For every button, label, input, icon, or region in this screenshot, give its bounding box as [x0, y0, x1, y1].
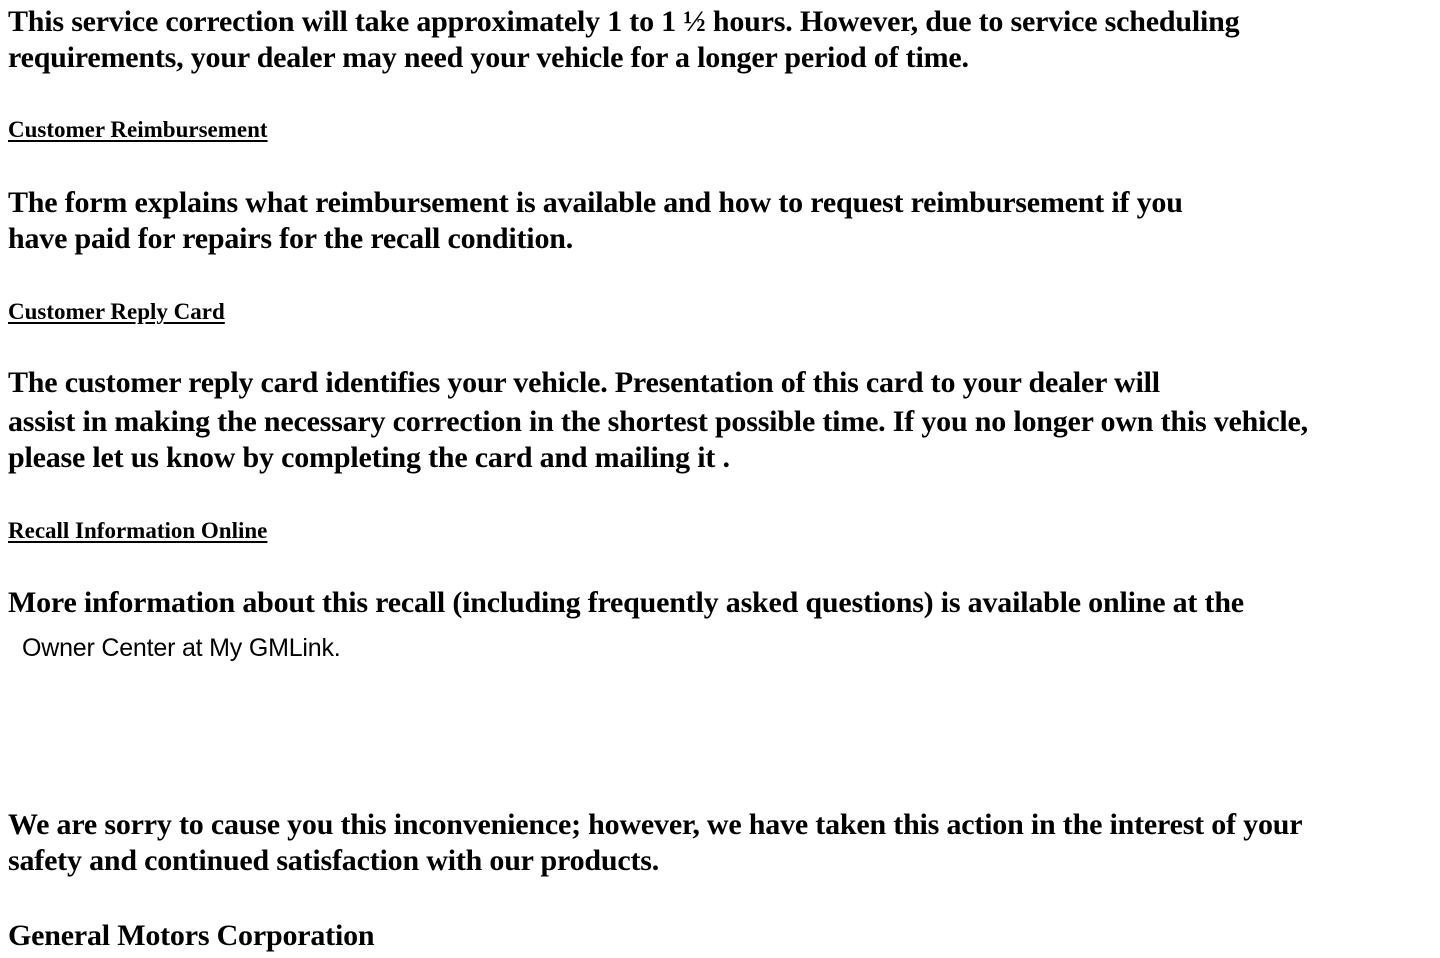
intro-line-1: This service correction will take approximately 1 to 1 ½ hours. However, due to service scheduling — [8, 5, 1240, 38]
reimbursement-line-1: The form explains what reimbursement is available and how to request reimbursement if you — [8, 186, 1183, 219]
heading-customer-reply-card: Customer Reply Card — [8, 299, 225, 324]
intro-line-2: requirements, your dealer may need your vehicle for a longer period of time. — [8, 41, 969, 74]
heading-customer-reimbursement: Customer Reimbursement — [8, 117, 268, 142]
reimbursement-line-2: have paid for repairs for the recall condition. — [8, 222, 574, 255]
reply-card-line-2: assist in making the necessary correction in the shortest possible time. If you no longer own this vehicle, — [8, 405, 1308, 438]
closing-line-2: safety and continued satisfaction with our products. — [8, 844, 660, 877]
signature: General Motors Corporation — [8, 919, 375, 952]
reply-card-line-1: The customer reply card identifies your vehicle. Presentation of this card to your dealer will — [8, 366, 1160, 399]
online-line-1: More information about this recall (including frequently asked questions) is available online at the — [8, 586, 1244, 619]
reply-card-line-3: please let us know by completing the card and mailing it . — [8, 441, 730, 474]
closing-line-1: We are sorry to cause you this inconvenience; however, we have taken this action in the interest of your — [8, 808, 1303, 841]
heading-recall-information-online: Recall Information Online — [8, 518, 268, 543]
online-link-text: Owner Center at My GMLink. — [22, 634, 341, 662]
